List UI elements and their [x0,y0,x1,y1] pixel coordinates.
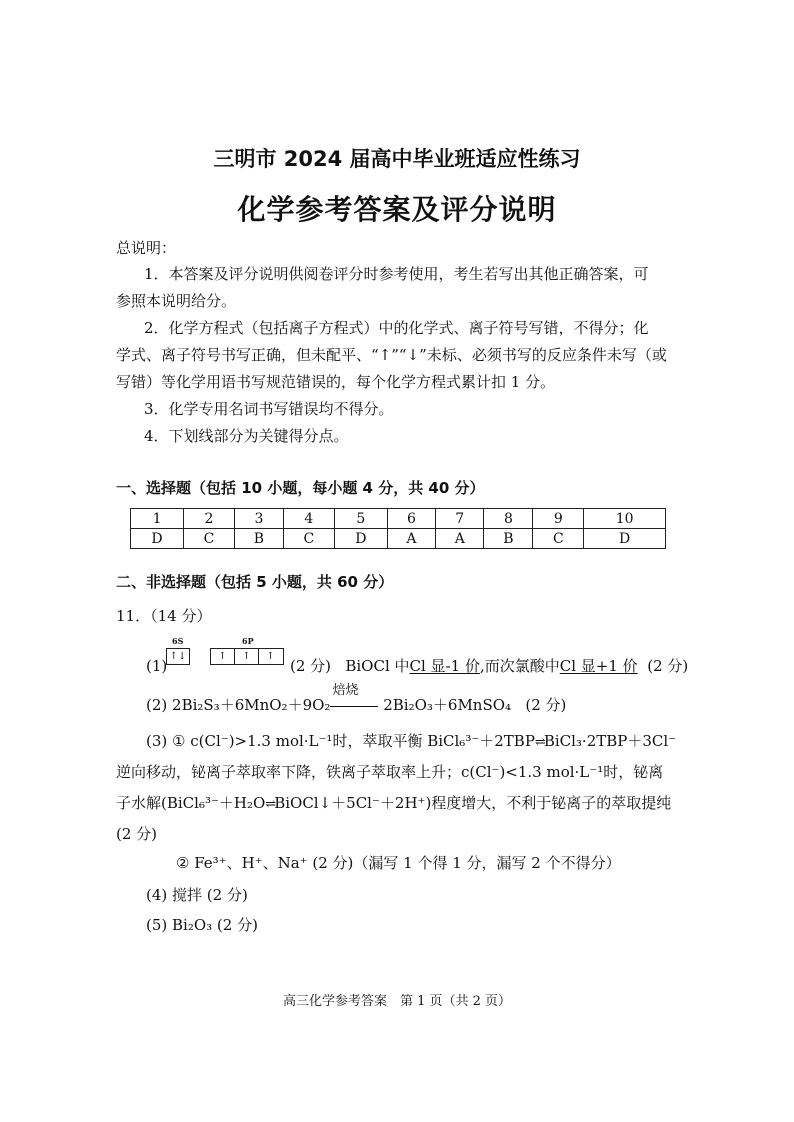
answer-cell: D [334,529,387,549]
answer-cell: C [283,529,334,549]
question-number: 5 [334,509,387,529]
part3-text-b: BiCl₃·2TBP＋3Cl⁻ [543,732,677,750]
orbital-6s-box [166,648,190,665]
page-footer: 高三化学参考答案 第 1 页（共 2 页） [282,994,512,1009]
equals-bar [330,706,378,707]
part1-text1: BiOCl 中 [345,657,410,675]
answer-cell: C [184,529,235,549]
general-item2-a: 2．化学方程式（包括离子方程式）中的化学式、离子符号写错，不得分；化 [144,319,649,337]
part1-text2: ,而次氯酸中 [479,657,560,675]
orbital-6s-label: 6S [172,636,184,646]
general-item3: 3．化学专用名词书写错误均不得分。 [144,400,394,418]
question-number: 4 [283,509,334,529]
reaction-condition: 焙烧 [332,683,359,698]
equilibrium-arrow-icon: ⇌ [534,735,544,750]
equilibrium-arrow-icon: ⇌ [265,797,275,812]
answer-table-answers [131,529,666,549]
part3-number: (3) [146,732,168,750]
answer-cell: A [436,529,484,549]
section2-heading: 二、非选择题（包括 5 小题，共 60 分） [116,573,394,591]
reaction-arrow [330,683,378,715]
paired-arrows-icon: ↑↓ [169,651,187,662]
question-number: 10 [584,509,666,529]
part3-text-a: ① c(Cl⁻)>1.3 mol·L⁻¹时，萃取平衡 BiCl₆³⁻＋2TBP [172,732,535,750]
general-item1-b: 参照本说明给分。 [116,292,237,310]
part5: (5) Bi₂O₃ (2 分) [146,916,258,934]
question-number: 7 [436,509,484,529]
part3-line5: ② Fe³⁺、H⁺、Na⁺ (2 分)（漏写 1 个得 1 分，漏写 2 个不得分） [176,854,621,872]
answer-cell: B [484,529,533,549]
answer-cell: A [387,529,435,549]
part2-reactants: 2Bi₂S₃＋6MnO₂＋9O₂ [172,696,331,714]
up-arrow-icon: ↑ [211,649,235,664]
orbital-diagram [166,638,286,668]
part1-score2: (2 分) [647,657,689,675]
part3-line2: 逆向移动，铋离子萃取率下降，铁离子萃取率上升；c(Cl⁻)<1.3 mol·L⁻¹时，铋离 [116,763,664,781]
question-number: 3 [234,509,283,529]
part2-products: 2Bi₂O₃＋6MnSO₄ [383,696,512,714]
general-item1-a: 1．本答案及评分说明供阅卷评分时参考使用，考生若写出其他正确答案，可 [144,265,649,283]
q11-heading: 11．（14 分） [116,607,212,625]
part2-equation [146,683,567,715]
part1-score: (2 分) [290,657,332,675]
question-number: 1 [131,509,184,529]
part1-key1: Cl 显-1 价 [409,657,480,675]
answer-cell: C [533,529,584,549]
up-arrow-icon: ↑ [266,651,275,662]
question-number: 8 [484,509,533,529]
part3-line4: (2 分) [116,825,158,843]
answer-table-numbers [131,509,666,529]
general-item4: 4．下划线部分为关键得分点。 [144,427,349,445]
part4: (4) 搅拌 (2 分) [146,886,248,904]
part1-key2: Cl 显+1 价 [559,657,638,675]
orbital-6p-label: 6P [242,636,254,646]
document-subtitle: 化学参考答案及评分说明 [237,193,557,226]
part3-text-d: BiOCl↓＋5Cl⁻＋2H⁺)程度增大，不利于铋离子的萃取提纯 [274,794,672,812]
part3-text-c: 子水解(BiCl₆³⁻＋H₂O [116,794,266,812]
answer-cell: B [234,529,283,549]
general-item2-b: 学式、离子符号书写正确，但未配平、“↑”“↓”未标、必须书写的反应条件未写（或 [116,346,667,364]
part3-line3 [116,793,671,815]
answer-table [130,508,666,549]
general-item2-c: 写错）等化学用语书写规范错误的，每个化学方程式累计扣 1 分。 [116,373,556,391]
section1-heading: 一、选择题（包括 10 小题，每小题 4 分，共 40 分） [116,479,485,497]
part2-number: (2) [146,696,168,714]
answer-cell: D [131,529,184,549]
question-number: 6 [387,509,435,529]
question-number: 2 [184,509,235,529]
part2-score: (2 分) [525,696,567,714]
part1-content [290,656,688,676]
part1-number: (1) [146,657,168,675]
answer-cell: D [584,529,666,549]
question-number: 9 [533,509,584,529]
orbital-6p-box [210,648,284,665]
general-heading: 总说明： [116,239,177,257]
document-title: 三明市 2024 届高中毕业班适应性练习 [213,147,581,171]
part3-line1 [146,731,676,753]
up-arrow-icon: ↑ [235,649,259,664]
